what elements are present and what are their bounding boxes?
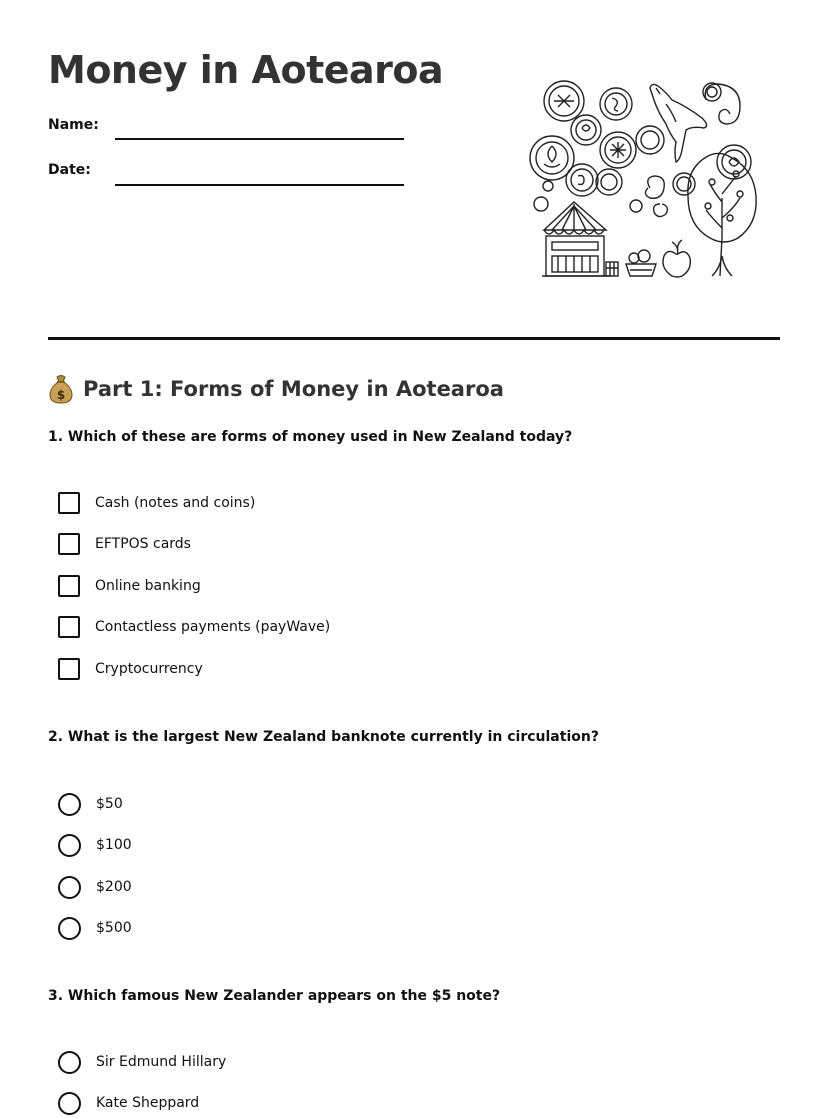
option-checkbox[interactable] bbox=[58, 657, 203, 681]
coin-icon bbox=[636, 126, 664, 154]
date-line[interactable] bbox=[115, 184, 404, 186]
section-title: Part 1: Forms of Money in Aotearoa bbox=[83, 377, 504, 401]
option-label: Kate Sheppard bbox=[96, 1095, 200, 1111]
coin-icon bbox=[596, 169, 622, 195]
question-1: 1. Which of these are forms of money used in New Zealand today? bbox=[48, 429, 573, 445]
market-stall-icon bbox=[542, 202, 610, 276]
money-bag-icon bbox=[48, 374, 74, 404]
section-divider bbox=[48, 337, 780, 340]
checkbox[interactable] bbox=[58, 533, 80, 555]
name-line[interactable] bbox=[115, 138, 404, 140]
question-2: 2. What is the largest New Zealand banknote currently in circulation? bbox=[48, 729, 599, 745]
option-radio[interactable] bbox=[58, 916, 132, 940]
option-radio[interactable] bbox=[58, 833, 132, 857]
option-label: $50 bbox=[96, 796, 123, 812]
radio-button[interactable] bbox=[58, 793, 81, 816]
radio-button[interactable] bbox=[58, 1051, 81, 1074]
radio-button[interactable] bbox=[58, 876, 81, 899]
option-label: $500 bbox=[96, 920, 132, 936]
option-checkbox[interactable] bbox=[58, 532, 191, 556]
option-label: Sir Edmund Hillary bbox=[96, 1054, 227, 1070]
option-checkbox[interactable] bbox=[58, 491, 255, 515]
checkbox[interactable] bbox=[58, 616, 80, 638]
option-checkbox[interactable] bbox=[58, 615, 330, 639]
checkbox[interactable] bbox=[58, 492, 80, 514]
checkbox[interactable] bbox=[58, 658, 80, 680]
section-heading bbox=[48, 374, 504, 404]
option-radio[interactable] bbox=[58, 875, 132, 899]
option-label: Cash (notes and coins) bbox=[95, 495, 256, 511]
apple-icon bbox=[663, 251, 690, 277]
option-label: Online banking bbox=[95, 578, 201, 594]
option-radio[interactable] bbox=[58, 1050, 226, 1074]
worksheet-title: Money in Aotearoa bbox=[48, 48, 444, 92]
option-radio[interactable] bbox=[58, 1091, 199, 1115]
option-label: $200 bbox=[96, 879, 132, 895]
svg-text:$: $ bbox=[56, 388, 66, 402]
option-label: Cryptocurrency bbox=[95, 661, 203, 677]
radio-button[interactable] bbox=[58, 834, 81, 857]
option-checkbox[interactable] bbox=[58, 574, 201, 598]
option-label: Contactless payments (payWave) bbox=[95, 619, 331, 635]
option-label: EFTPOS cards bbox=[95, 536, 191, 552]
option-radio[interactable] bbox=[58, 792, 123, 816]
question-3: 3. Which famous New Zealander appears on the $5 note? bbox=[48, 988, 501, 1004]
name-label: Name: bbox=[48, 117, 99, 133]
checkbox[interactable] bbox=[58, 575, 80, 597]
tree-icon bbox=[688, 153, 756, 276]
option-label: $100 bbox=[96, 837, 132, 853]
date-label: Date: bbox=[48, 162, 91, 178]
money-illustration bbox=[526, 78, 762, 282]
radio-button[interactable] bbox=[58, 917, 81, 940]
radio-button[interactable] bbox=[58, 1092, 81, 1115]
